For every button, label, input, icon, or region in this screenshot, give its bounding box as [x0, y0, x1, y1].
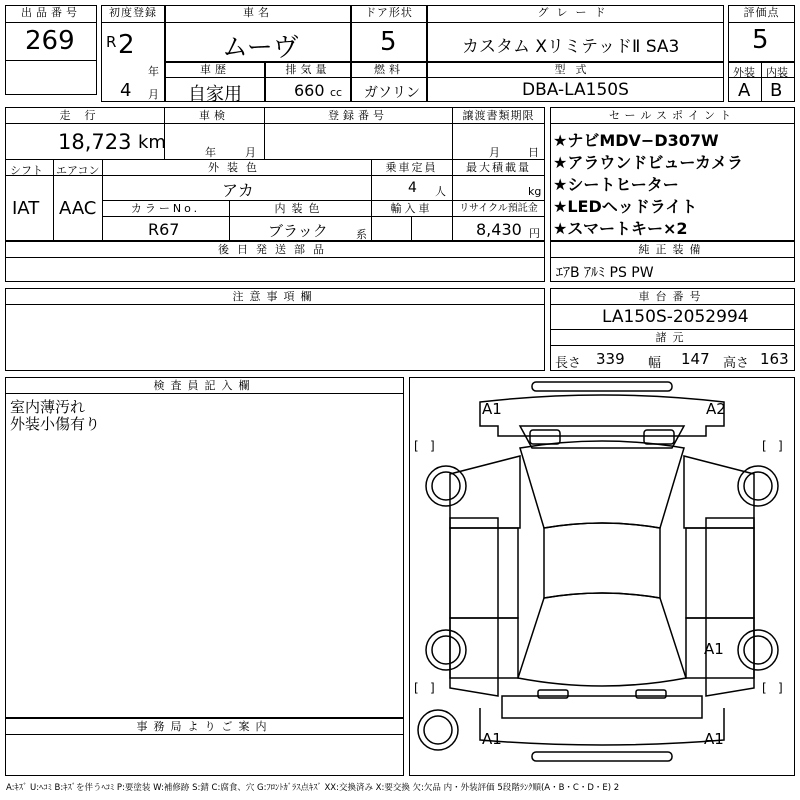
fuel-label: 燃料: [374, 63, 404, 76]
damage-legend: A:ｷｽﾞ U:ﾍｺﾐ B:ｷｽﾞを伴うﾍｺﾐ P:要塗装 W:補修跡 S:錆 C:腐食、穴 G:ﾌﾛﾝﾄｶﾞﾗｽ点ｷｽﾞ XX:交換済み X:要交換 欠:欠品 内・外装評価 5段階ﾗﾝｸ順(A・B・C・D・E) 2: [6, 783, 620, 793]
displacement-unit: cc: [330, 86, 343, 99]
grade-label: グレード: [537, 6, 614, 19]
ext-grade: A: [738, 80, 751, 101]
inspector-label: 検査員記入欄: [153, 379, 256, 392]
load-label: 最大積載量: [466, 161, 531, 174]
capacity: 4: [408, 180, 417, 196]
door-label: ドア形状: [365, 6, 413, 19]
car-name-label: 車名: [243, 6, 273, 19]
width: 147: [681, 350, 710, 368]
sales-point-3: ★シートヒーター: [553, 175, 679, 194]
svg-text:]: ]: [778, 681, 783, 695]
damage-mark-rear-left: A1: [482, 730, 502, 748]
model-label: 型式: [554, 63, 597, 76]
int-color: ブラック: [268, 222, 328, 240]
damage-mark-front-left: A1: [482, 400, 502, 418]
history: 自家用: [188, 84, 242, 105]
sales-point-5: ★スマートキー×2: [553, 219, 688, 238]
reg-no-label: 登録番号: [328, 109, 388, 122]
transfer-day-unit: 日: [528, 146, 539, 159]
ac: AAC: [59, 198, 97, 219]
office-label: 事務局よりご案内: [136, 720, 273, 733]
svg-text:]: ]: [778, 439, 783, 453]
damage-mark-front-right: A2: [706, 400, 726, 418]
chassis-label: 車台番号: [638, 290, 707, 303]
capacity-unit: 人: [435, 185, 446, 198]
year-unit: 年: [148, 65, 159, 78]
sales-point-1: ★ナビMDV−D307W: [553, 131, 719, 150]
month-unit: 月: [148, 88, 159, 101]
lot-number: 269: [25, 26, 75, 56]
recycle: 8,430: [476, 220, 522, 239]
inspector-line-1: 室内薄汚れ: [10, 398, 86, 416]
car-name: ムーヴ: [222, 33, 299, 63]
door-count: 5: [380, 27, 397, 57]
sales-point-4: ★LEDヘッドライト: [553, 197, 698, 216]
reg-month: 4: [120, 80, 132, 101]
grade: カスタム XリミテッドⅡ SA3: [462, 37, 680, 57]
later-parts-label: 後日発送部品: [218, 243, 332, 256]
chassis-number: LA150S-2052994: [602, 307, 749, 327]
equipment: ｴｱB ｱﾙﾐ PS PW: [556, 265, 654, 281]
score-label: 評価点: [743, 6, 780, 19]
era: R: [106, 33, 117, 51]
equipment-label: 純正装備: [638, 243, 707, 256]
recycle-label: リサイクル預託金: [459, 203, 538, 214]
mileage-label: 走行: [59, 109, 110, 122]
ac-label: エアコン: [56, 164, 100, 177]
fuel: ガソリン: [364, 85, 420, 101]
color-no-label: カラーNo.: [130, 202, 201, 215]
length-label: 長さ: [555, 356, 582, 371]
model: DBA-LA150S: [522, 80, 629, 100]
inspector-line-2: 外装小傷有り: [10, 415, 101, 433]
height: 163: [760, 350, 789, 368]
svg-text:[: [: [414, 681, 419, 695]
svg-text:]: ]: [430, 439, 435, 453]
int-color-suffix: 系: [356, 228, 367, 241]
car-outline-icon: [410, 378, 794, 775]
int-grade-label: 内装: [766, 66, 788, 79]
svg-text:]: ]: [430, 681, 435, 695]
sales-points-label: セールスポイント: [608, 109, 736, 122]
capacity-label: 乗車定員: [385, 161, 438, 174]
reg-year: 2: [118, 30, 135, 60]
svg-text:[: [: [414, 439, 419, 453]
transfer-month-unit: 月: [489, 146, 500, 159]
insp-year-unit: 年: [205, 146, 216, 159]
int-color-label: 内装色: [274, 202, 326, 215]
mileage: 18,723: [58, 130, 132, 154]
history-label: 車歴: [200, 63, 230, 76]
sales-point-2: ★アラウンドビューカメラ: [553, 153, 744, 172]
insp-month-unit: 月: [245, 146, 256, 159]
shift-label: シフト: [10, 164, 43, 177]
car-diagram: [409, 377, 795, 776]
ext-grade-label: 外装: [733, 66, 755, 79]
mileage-unit: km: [138, 132, 166, 153]
first-registration-label: 初度登録: [109, 6, 157, 19]
recycle-unit: 円: [529, 227, 540, 240]
damage-mark-rear-right: A1: [704, 730, 724, 748]
height-label: 高さ: [723, 356, 750, 371]
notes-label: 注意事項欄: [232, 290, 318, 303]
shift: IAT: [12, 198, 40, 219]
length: 339: [596, 350, 625, 368]
width-label: 幅: [648, 356, 662, 371]
inspection-label: 車検: [199, 109, 229, 122]
displacement-label: 排気量: [285, 63, 331, 76]
body-color: アカ: [222, 181, 254, 200]
score: 5: [752, 25, 769, 55]
lot-number-label: 出品番号: [21, 6, 81, 19]
int-grade: B: [770, 80, 783, 101]
transfer-label: 譲渡書類期限: [462, 109, 535, 122]
svg-text:[: [: [762, 439, 767, 453]
color-label: 外装色: [208, 161, 265, 174]
damage-mark-rear-door-right: A1: [704, 640, 724, 658]
color-no: R67: [148, 220, 180, 239]
displacement: 660: [294, 81, 325, 100]
spec-label: 諸元: [655, 331, 690, 344]
import-label: 輸入車: [390, 202, 433, 215]
svg-text:[: [: [762, 681, 767, 695]
load-unit: kg: [528, 185, 542, 198]
